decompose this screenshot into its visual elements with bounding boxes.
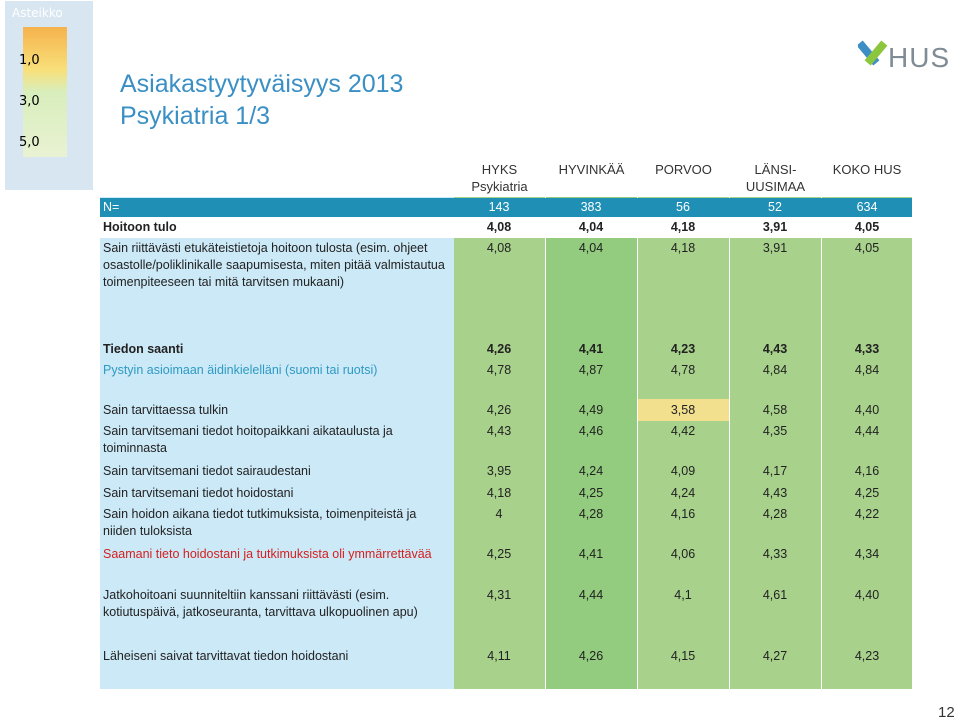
title-line-1: Asiakastyytyväisyys 2013 (120, 70, 404, 98)
legend-value-5: 5,0 (19, 135, 40, 150)
table-row: Sain riittävästi etukäteistietoja hoitoon tulosta (esim. ohjeet osastolle/poliklinikalle saapumisesta, miten pitää valmistautua toimenpiteeseen tai mitä tarvitsen mukaani) 4,08 4,04 4,18 3,91 4,05 (103, 241, 880, 289)
table-row: Sain tarvitsemani tiedot sairaudestani 3,95 4,24 4,09 4,17 4,16 (103, 464, 880, 478)
slide-title (120, 68, 403, 132)
column-header-hyvinkaa: HYVINKÄÄ (558, 162, 625, 177)
scale-legend (5, 1, 93, 190)
column-header-lansi-uusimaa: LÄNSI- UUSIMAA (745, 162, 806, 194)
table-row: Hoitoon tulo 4,08 4,04 4,18 3,91 4,05 (100, 217, 912, 238)
legend-value-1: 1,0 (19, 53, 40, 68)
title-line-2: Psykiatria 1/3 (120, 102, 271, 130)
table-row-n: N= 143 383 56 52 634 (100, 198, 912, 217)
column-header-koko-hus: KOKO HUS (832, 162, 902, 177)
table-row: Läheiseni saivat tarvittavat tiedon hoidostani 4,11 4,26 4,15 4,27 4,23 (103, 649, 880, 663)
table-row: Sain tarvitsemani tiedot hoitopaikkani aikataulusta ja toiminnasta 4,43 4,46 4,42 4,35 4,44 (103, 424, 880, 455)
table-row: Sain hoidon aikana tiedot tutkimuksista, toimenpiteistä ja niiden tuloksista 4 4,28 4,16 4,28 4,22 (103, 507, 880, 538)
hus-cross-icon (858, 38, 892, 68)
logo-text: HUS (888, 42, 951, 73)
legend-value-3: 3,0 (19, 94, 40, 109)
satisfaction-table (100, 160, 912, 689)
legend-title: Asteikko (12, 6, 63, 20)
column-header-porvoo: PORVOO (655, 162, 712, 177)
table-row: Sain tarvittaessa tulkin 4,26 4,49 3,58 4,58 4,40 (103, 403, 880, 417)
page-number: 12 (938, 704, 955, 721)
table-row: Jatkohoitoani suunniteltiin kanssani riittävästi (esim. kotiutuspäivä, jatkoseuranta, tarvittava ulkopuolinen apu) 4,31 4,44 4,1 4,61 4,40 (103, 588, 880, 619)
table-row: Pystyin asioimaan äidinkielelläni (suomi tai ruotsi) 4,78 4,87 4,78 4,84 4,84 (103, 363, 880, 377)
table-row: Tiedon saanti 4,26 4,41 4,23 4,43 4,33 (103, 342, 880, 356)
table-row: Sain tarvitsemani tiedot hoidostani 4,18 4,25 4,24 4,43 4,25 (103, 486, 880, 500)
table-row: Saamani tieto hoidostani ja tutkimuksista oli ymmärrettävää 4,25 4,41 4,06 4,33 4,34 (103, 547, 880, 561)
hus-logo (858, 38, 950, 78)
column-header-hyks: HYKS Psykiatria (471, 162, 528, 194)
